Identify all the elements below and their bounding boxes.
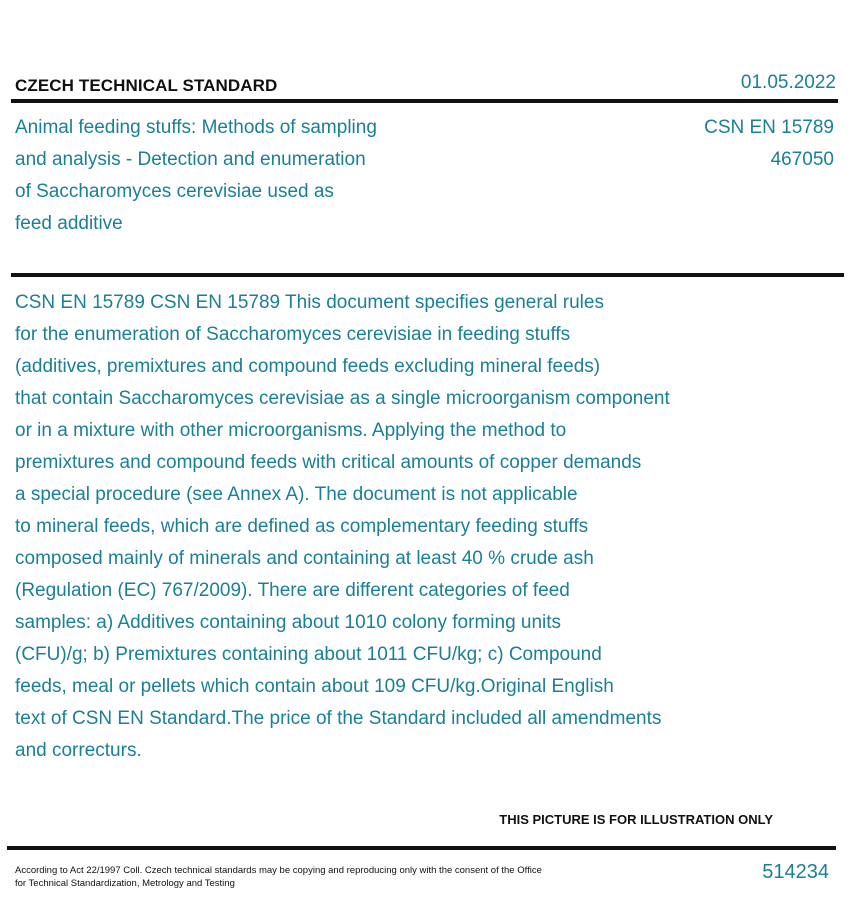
abstract-text — [15, 287, 785, 767]
header-divider — [11, 99, 838, 103]
abstract-line: feeds, meal or pellets which contain about 109 CFU/kg.Original English — [15, 676, 614, 697]
abstract-line: (Regulation (EC) 767/2009). There are different categories of feed — [15, 580, 570, 601]
abstract-line: or in a mixture with other microorganisms. Applying the method to — [15, 420, 567, 441]
standard-label: CZECH TECHNICAL STANDARD — [15, 76, 278, 95]
legal-notice — [15, 864, 615, 890]
abstract-line: that contain Saccharomyces cerevisiae as a single microorganism component — [15, 388, 670, 409]
abstract-line: composed mainly of minerals and containing at least 40 % crude ash — [15, 548, 594, 569]
abstract-line: for the enumeration of Saccharomyces cerevisiae in feeding stuffs — [15, 324, 571, 345]
standard-codes — [704, 112, 834, 176]
standard-designation: CSN EN 15789 — [704, 117, 834, 138]
title-line: Animal feeding stuffs: Methods of sampling — [15, 117, 377, 138]
standard-title — [15, 112, 485, 240]
abstract-line: a special procedure (see Annex A). The document is not applicable — [15, 484, 578, 505]
abstract-line: (CFU)/g; b) Premixtures containing about 1011 CFU/kg; c) Compound — [15, 644, 602, 665]
footer-divider — [7, 846, 836, 850]
title-line: of Saccharomyces cerevisiae used as — [15, 181, 334, 202]
illustration-note: THIS PICTURE IS FOR ILLUSTRATION ONLY — [499, 812, 773, 827]
legal-line: According to Act 22/1997 Coll. Czech technical standards may be copying and reproducing only with the consent of the Office — [15, 865, 542, 876]
section-divider — [11, 273, 844, 277]
abstract-line: text of CSN EN Standard.The price of the Standard included all amendments — [15, 708, 662, 729]
title-line: feed additive — [15, 213, 123, 234]
abstract-line: and correcturs. — [15, 740, 142, 761]
abstract-line: samples: a) Additives containing about 1010 colony forming units — [15, 612, 562, 633]
legal-line: for Technical Standardization, Metrology and Testing — [15, 878, 235, 889]
title-line: and analysis - Detection and enumeration — [15, 149, 366, 170]
abstract-line: premixtures and compound feeds with critical amounts of copper demands — [15, 452, 642, 473]
publication-date: 01.05.2022 — [740, 72, 836, 93]
abstract-line: to mineral feeds, which are defined as complementary feeding stuffs — [15, 516, 589, 537]
abstract-line: (additives, premixtures and compound feeds excluding mineral feeds) — [15, 356, 601, 377]
document-id: 514234 — [762, 861, 829, 883]
abstract-line: CSN EN 15789 CSN EN 15789 This document specifies general rules — [15, 292, 604, 313]
classification-code: 467050 — [770, 149, 834, 170]
